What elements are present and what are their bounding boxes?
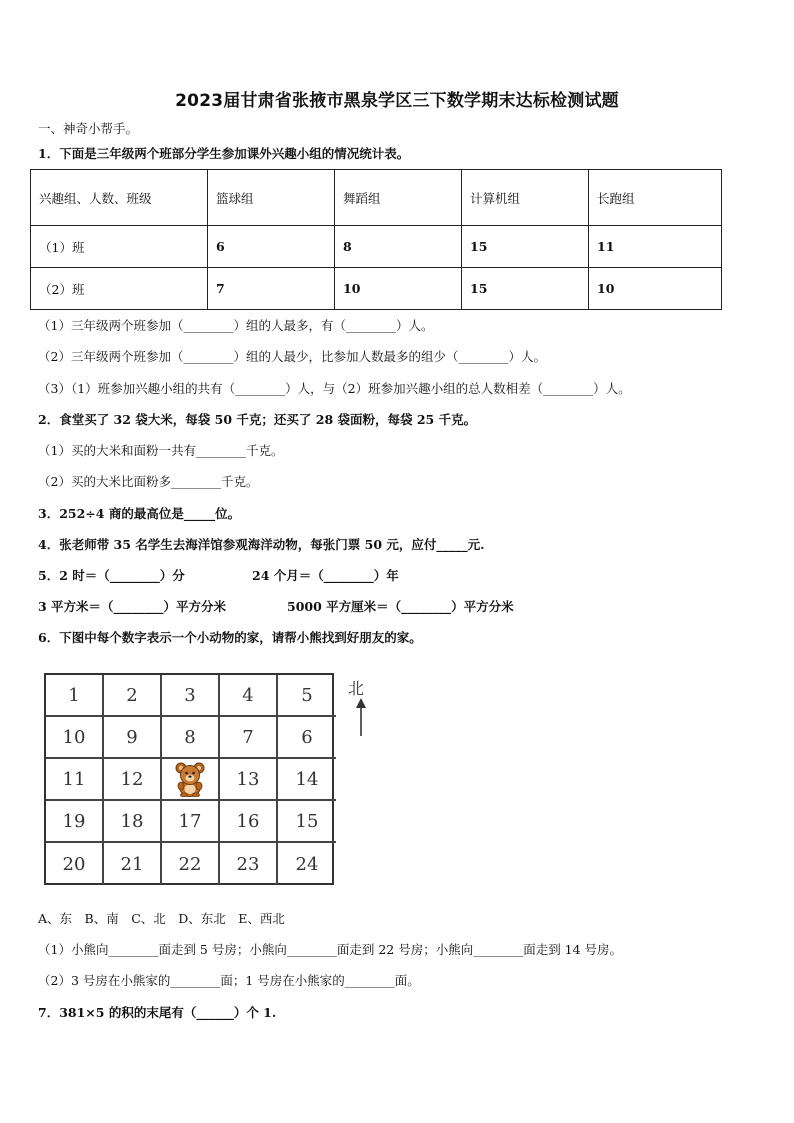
table-cell: 10 xyxy=(335,268,462,310)
north-arrow-icon xyxy=(354,698,368,738)
grid-cell: 22 xyxy=(162,843,220,885)
question-2-sub-2: （2）买的大米比面粉多________千克。 xyxy=(38,474,259,489)
grid-cell: 20 xyxy=(46,843,104,885)
question-3: 3．252÷4 商的最高位是_____位。 xyxy=(38,506,241,521)
grid-cell: 19 xyxy=(46,801,104,843)
question-7: 7．381×5 的积的末尾有（______）个 1. xyxy=(38,1005,277,1020)
table-cell: 10 xyxy=(589,268,722,310)
table-cell: 15 xyxy=(462,268,589,310)
grid-cell: 24 xyxy=(295,853,319,875)
grid-cell: 13 xyxy=(220,759,278,801)
table-cell: 7 xyxy=(208,268,335,310)
question-6-sub-2: （2）3 号房在小熊家的________面；1 号房在小熊家的________面。 xyxy=(38,973,420,988)
table-cell: （2）班 xyxy=(31,268,208,310)
table-cell: 8 xyxy=(335,226,462,268)
bear-icon xyxy=(173,761,207,797)
grid-cell: 23 xyxy=(220,843,278,885)
grid-cell: 2 xyxy=(104,675,162,717)
grid-cell: 3 xyxy=(162,675,220,717)
grid-cell: 12 xyxy=(104,759,162,801)
table-cell: 15 xyxy=(462,226,589,268)
grid-cell: 21 xyxy=(104,843,162,885)
table-header-cell: 兴趣组、人数、班级 xyxy=(31,170,208,226)
question-6-stem: 6．下图中每个数字表示一个小动物的家，请帮小熊找到好朋友的家。 xyxy=(38,630,422,645)
table-header-cell: 计算机组 xyxy=(462,170,589,226)
question-5-c: 3 平方米＝（________）平方分米 xyxy=(38,599,227,614)
north-label: 北 xyxy=(348,679,365,698)
bear-home-cell xyxy=(162,759,220,801)
question-1-stem: 1．下面是三年级两个班部分学生参加课外兴趣小组的情况统计表。 xyxy=(38,146,410,161)
question-1-sub-1: （1）三年级两个班参加（________）组的人最多，有（________）人。 xyxy=(38,318,434,333)
house-grid xyxy=(44,673,334,885)
table-row xyxy=(31,268,722,310)
grid-cell: 8 xyxy=(162,717,220,759)
question-6-options: A、东 B、南 C、北 D、东北 E、西北 xyxy=(38,911,285,926)
grid-cell: 15 xyxy=(278,801,336,843)
grid-cell: 6 xyxy=(278,717,336,759)
grid-cell: 14 xyxy=(278,759,336,801)
table-header-cell: 篮球组 xyxy=(208,170,335,226)
grid-cell: 11 xyxy=(46,759,104,801)
question-2-stem: 2．食堂买了 32 袋大米，每袋 50 千克；还买了 28 袋面粉，每袋 25 千克。 xyxy=(38,412,477,427)
table-header-row xyxy=(31,170,722,226)
table-header-cell: 舞蹈组 xyxy=(335,170,462,226)
question-5-a: 5．2 时＝（________）分 xyxy=(38,568,185,583)
question-5-b: 24 个月＝（________）年 xyxy=(252,568,399,583)
table-cell: 11 xyxy=(589,226,722,268)
grid-cell: 10 xyxy=(46,717,104,759)
table-cell: 6 xyxy=(208,226,335,268)
question-1-sub-2: （2）三年级两个班参加（________）组的人最少，比参加人数最多的组少（________）人。 xyxy=(38,349,546,364)
grid-cell: 17 xyxy=(162,801,220,843)
question-1-sub-3: （3）（1）班参加兴趣小组的共有（________）人，与（2）班参加兴趣小组的总人数相差（________）人。 xyxy=(38,381,631,396)
grid-cell: 5 xyxy=(278,675,336,717)
grid-cell: 1 xyxy=(46,675,104,717)
stats-table xyxy=(30,169,722,310)
question-4: 4．张老师带 35 名学生去海洋馆参观海洋动物，每张门票 50 元，应付_____元. xyxy=(38,537,485,552)
question-2-sub-1: （1）买的大米和面粉一共有________千克。 xyxy=(38,443,284,458)
table-cell: （1）班 xyxy=(31,226,208,268)
page-title: 2023届甘肃省张掖市黑泉学区三下数学期末达标检测试题 xyxy=(175,91,619,111)
table-row xyxy=(31,226,722,268)
grid-cell: 9 xyxy=(104,717,162,759)
grid-cell: 18 xyxy=(104,801,162,843)
question-6-sub-1: （1）小熊向________面走到 5 号房；小熊向________面走到 22 号房；小熊向________面走到 14 号房。 xyxy=(38,942,623,957)
grid-cell: 7 xyxy=(220,717,278,759)
grid-cell: 16 xyxy=(220,801,278,843)
table-header-cell: 长跑组 xyxy=(589,170,722,226)
grid-cell: 4 xyxy=(220,675,278,717)
question-5-d: 5000 平方厘米＝（________）平方分米 xyxy=(287,599,514,614)
section-heading: 一、神奇小帮手。 xyxy=(38,121,139,136)
